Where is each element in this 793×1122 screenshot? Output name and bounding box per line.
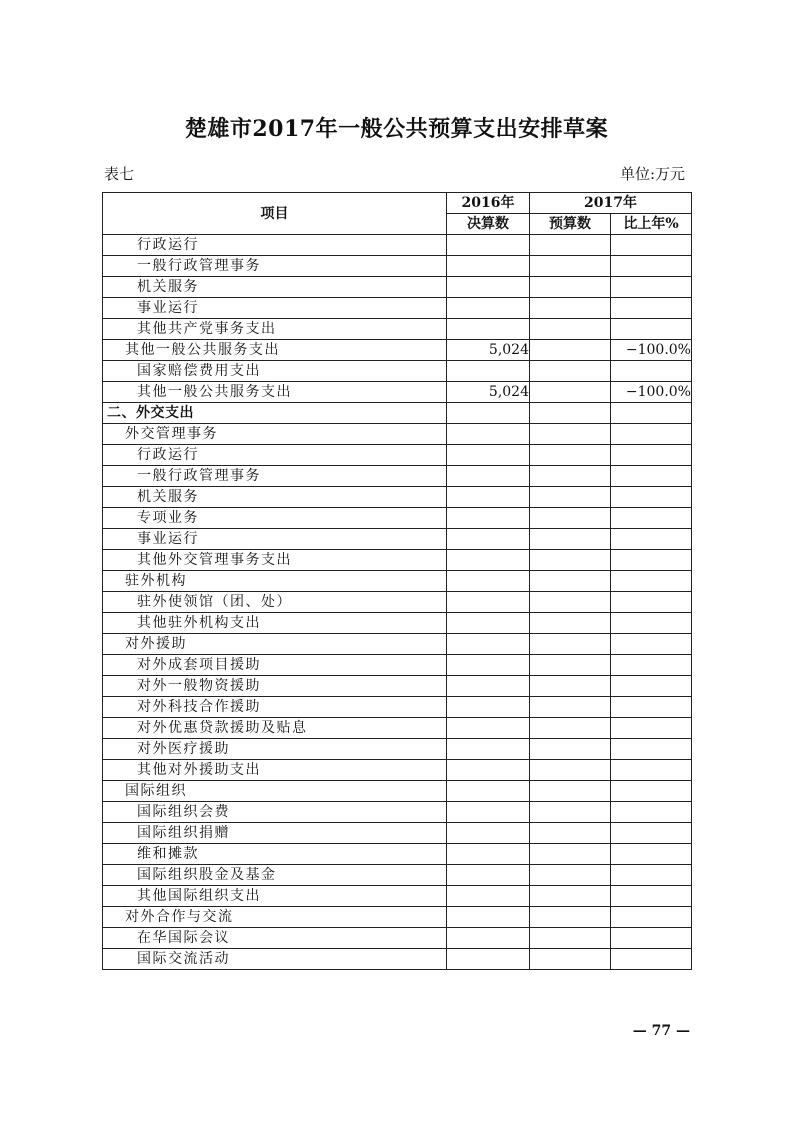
row-budget-cell [530, 256, 611, 277]
row-yoy-cell [611, 718, 692, 739]
row-yoy-cell [611, 928, 692, 949]
row-budget-cell [530, 718, 611, 739]
row-budget-cell [530, 592, 611, 613]
table-row [103, 760, 692, 781]
row-item-cell: 机关服务 [103, 487, 447, 508]
table-row [103, 697, 692, 718]
row-budget-cell [530, 298, 611, 319]
row-yoy-cell [611, 550, 692, 571]
table-row [103, 949, 692, 970]
header-2017: 2017年 [530, 193, 692, 214]
row-final-cell [447, 592, 530, 613]
row-final-cell [447, 802, 530, 823]
row-budget-cell [530, 739, 611, 760]
row-yoy-cell [611, 613, 692, 634]
row-item-cell: 国际组织捐赠 [103, 823, 447, 844]
row-budget-cell [530, 949, 611, 970]
table-row [103, 382, 692, 403]
row-budget-cell [530, 907, 611, 928]
row-budget-cell [530, 340, 611, 361]
row-item-cell: 专项业务 [103, 508, 447, 529]
row-budget-cell [530, 928, 611, 949]
row-final-cell [447, 697, 530, 718]
row-final-cell [447, 844, 530, 865]
row-item-cell: 国家赔偿费用支出 [103, 361, 447, 382]
table-row [103, 886, 692, 907]
row-final-cell [447, 718, 530, 739]
header-budget: 预算数 [530, 214, 611, 235]
row-yoy-cell [611, 697, 692, 718]
row-budget-cell [530, 550, 611, 571]
table-number: 表七 [104, 165, 135, 183]
row-item-cell: 外交管理事务 [103, 424, 447, 445]
row-budget-cell [530, 508, 611, 529]
row-yoy-cell [611, 949, 692, 970]
row-yoy-cell [611, 844, 692, 865]
row-item-cell: 驻外使领馆（团、处） [103, 592, 447, 613]
table-row [103, 424, 692, 445]
row-final-cell [447, 256, 530, 277]
row-final-cell [447, 886, 530, 907]
row-item-cell: 事业运行 [103, 298, 447, 319]
row-budget-cell [530, 424, 611, 445]
row-budget-cell [530, 382, 611, 403]
row-yoy-cell [611, 634, 692, 655]
row-budget-cell [530, 613, 611, 634]
row-yoy-cell [611, 256, 692, 277]
table-row [103, 802, 692, 823]
row-item-cell: 其他一般公共服务支出 [103, 382, 447, 403]
row-item-cell: 其他外交管理事务支出 [103, 550, 447, 571]
row-yoy-cell [611, 802, 692, 823]
row-item-cell: 在华国际会议 [103, 928, 447, 949]
row-budget-cell [530, 697, 611, 718]
row-yoy-cell [611, 655, 692, 676]
row-yoy-cell [611, 760, 692, 781]
table-row [103, 466, 692, 487]
row-final-cell [447, 445, 530, 466]
row-item-cell: 事业运行 [103, 529, 447, 550]
row-budget-cell [530, 445, 611, 466]
row-final-cell [447, 655, 530, 676]
row-yoy-cell [611, 277, 692, 298]
row-yoy-cell [611, 319, 692, 340]
row-final-cell [447, 949, 530, 970]
table-row [103, 718, 692, 739]
row-budget-cell [530, 634, 611, 655]
table-row [103, 235, 692, 256]
row-item-cell: 机关服务 [103, 277, 447, 298]
row-budget-cell [530, 781, 611, 802]
row-final-cell [447, 676, 530, 697]
row-yoy-cell [611, 235, 692, 256]
row-budget-cell [530, 886, 611, 907]
table-row [103, 403, 692, 424]
page-number: — 77 — [632, 1023, 690, 1039]
row-yoy-cell [611, 466, 692, 487]
row-final-cell [447, 928, 530, 949]
table-row [103, 676, 692, 697]
table-row [103, 739, 692, 760]
row-final-cell [447, 235, 530, 256]
table-row [103, 319, 692, 340]
table-row [103, 907, 692, 928]
table-row [103, 655, 692, 676]
table-row [103, 634, 692, 655]
table-row [103, 529, 692, 550]
row-budget-cell [530, 529, 611, 550]
table-row [103, 571, 692, 592]
row-final-cell [447, 487, 530, 508]
row-yoy-cell [611, 487, 692, 508]
table-row [103, 256, 692, 277]
row-yoy-cell [611, 508, 692, 529]
row-yoy-cell [611, 781, 692, 802]
row-item-cell: 对外科技合作援助 [103, 697, 447, 718]
row-yoy-cell: −100.0% [611, 382, 692, 403]
table-row [103, 550, 692, 571]
row-final-cell [447, 466, 530, 487]
row-item-cell: 二、外交支出 [103, 403, 447, 424]
row-final-cell [447, 277, 530, 298]
row-item-cell: 行政运行 [103, 235, 447, 256]
table-row [103, 508, 692, 529]
row-yoy-cell [611, 739, 692, 760]
row-budget-cell [530, 361, 611, 382]
row-budget-cell [530, 823, 611, 844]
row-yoy-cell [611, 424, 692, 445]
header-2016: 2016年 [447, 193, 530, 214]
table-row [103, 781, 692, 802]
table-row [103, 298, 692, 319]
row-item-cell: 国际组织股金及基金 [103, 865, 447, 886]
row-final-cell [447, 613, 530, 634]
row-final-cell: 5,024 [447, 382, 530, 403]
row-final-cell [447, 361, 530, 382]
row-final-cell [447, 760, 530, 781]
row-final-cell [447, 529, 530, 550]
row-yoy-cell [611, 592, 692, 613]
row-item-cell: 驻外机构 [103, 571, 447, 592]
row-item-cell: 其他国际组织支出 [103, 886, 447, 907]
row-item-cell: 对外援助 [103, 634, 447, 655]
row-yoy-cell [611, 445, 692, 466]
row-item-cell: 行政运行 [103, 445, 447, 466]
row-budget-cell [530, 802, 611, 823]
header-item: 项目 [103, 193, 447, 235]
row-final-cell [447, 550, 530, 571]
table-row [103, 445, 692, 466]
row-item-cell: 维和摊款 [103, 844, 447, 865]
row-item-cell: 对外合作与交流 [103, 907, 447, 928]
table-row [103, 865, 692, 886]
table-row [103, 361, 692, 382]
row-final-cell [447, 865, 530, 886]
row-final-cell [447, 298, 530, 319]
row-yoy-cell [611, 403, 692, 424]
budget-table [102, 192, 692, 970]
row-budget-cell [530, 487, 611, 508]
row-final-cell: 5,024 [447, 340, 530, 361]
table-row [103, 844, 692, 865]
row-final-cell [447, 634, 530, 655]
row-yoy-cell [611, 571, 692, 592]
row-budget-cell [530, 277, 611, 298]
row-final-cell [447, 403, 530, 424]
row-yoy-cell [611, 361, 692, 382]
row-budget-cell [530, 865, 611, 886]
row-item-cell: 其他对外援助支出 [103, 760, 447, 781]
row-item-cell: 一般行政管理事务 [103, 466, 447, 487]
row-budget-cell [530, 319, 611, 340]
row-item-cell: 对外医疗援助 [103, 739, 447, 760]
header-yoy: 比上年% [611, 214, 692, 235]
row-budget-cell [530, 655, 611, 676]
row-yoy-cell: −100.0% [611, 340, 692, 361]
row-budget-cell [530, 235, 611, 256]
table-body [103, 235, 692, 970]
row-yoy-cell [611, 529, 692, 550]
row-final-cell [447, 508, 530, 529]
row-item-cell: 国际组织 [103, 781, 447, 802]
row-item-cell: 国际交流活动 [103, 949, 447, 970]
table-row [103, 340, 692, 361]
row-item-cell: 对外一般物资援助 [103, 676, 447, 697]
row-final-cell [447, 781, 530, 802]
row-item-cell: 其他共产党事务支出 [103, 319, 447, 340]
table-row [103, 592, 692, 613]
row-final-cell [447, 823, 530, 844]
row-item-cell: 对外优惠贷款援助及贴息 [103, 718, 447, 739]
row-budget-cell [530, 760, 611, 781]
row-item-cell: 一般行政管理事务 [103, 256, 447, 277]
row-budget-cell [530, 844, 611, 865]
row-yoy-cell [611, 676, 692, 697]
row-yoy-cell [611, 823, 692, 844]
table-row [103, 928, 692, 949]
row-final-cell [447, 319, 530, 340]
unit-label: 单位:万元 [619, 165, 685, 183]
table-row [103, 487, 692, 508]
table-row [103, 613, 692, 634]
page-title: 楚雄市2017年一般公共预算支出安排草案 [184, 116, 609, 142]
row-item-cell: 国际组织会费 [103, 802, 447, 823]
row-final-cell [447, 907, 530, 928]
row-budget-cell [530, 676, 611, 697]
row-item-cell: 其他一般公共服务支出 [103, 340, 447, 361]
row-yoy-cell [611, 298, 692, 319]
row-final-cell [447, 571, 530, 592]
row-budget-cell [530, 571, 611, 592]
row-item-cell: 对外成套项目援助 [103, 655, 447, 676]
row-budget-cell [530, 403, 611, 424]
row-budget-cell [530, 466, 611, 487]
row-final-cell [447, 424, 530, 445]
row-yoy-cell [611, 886, 692, 907]
row-yoy-cell [611, 907, 692, 928]
table-row [103, 823, 692, 844]
header-final-accounts: 决算数 [447, 214, 530, 235]
table-row [103, 277, 692, 298]
row-final-cell [447, 739, 530, 760]
row-yoy-cell [611, 865, 692, 886]
row-item-cell: 其他驻外机构支出 [103, 613, 447, 634]
